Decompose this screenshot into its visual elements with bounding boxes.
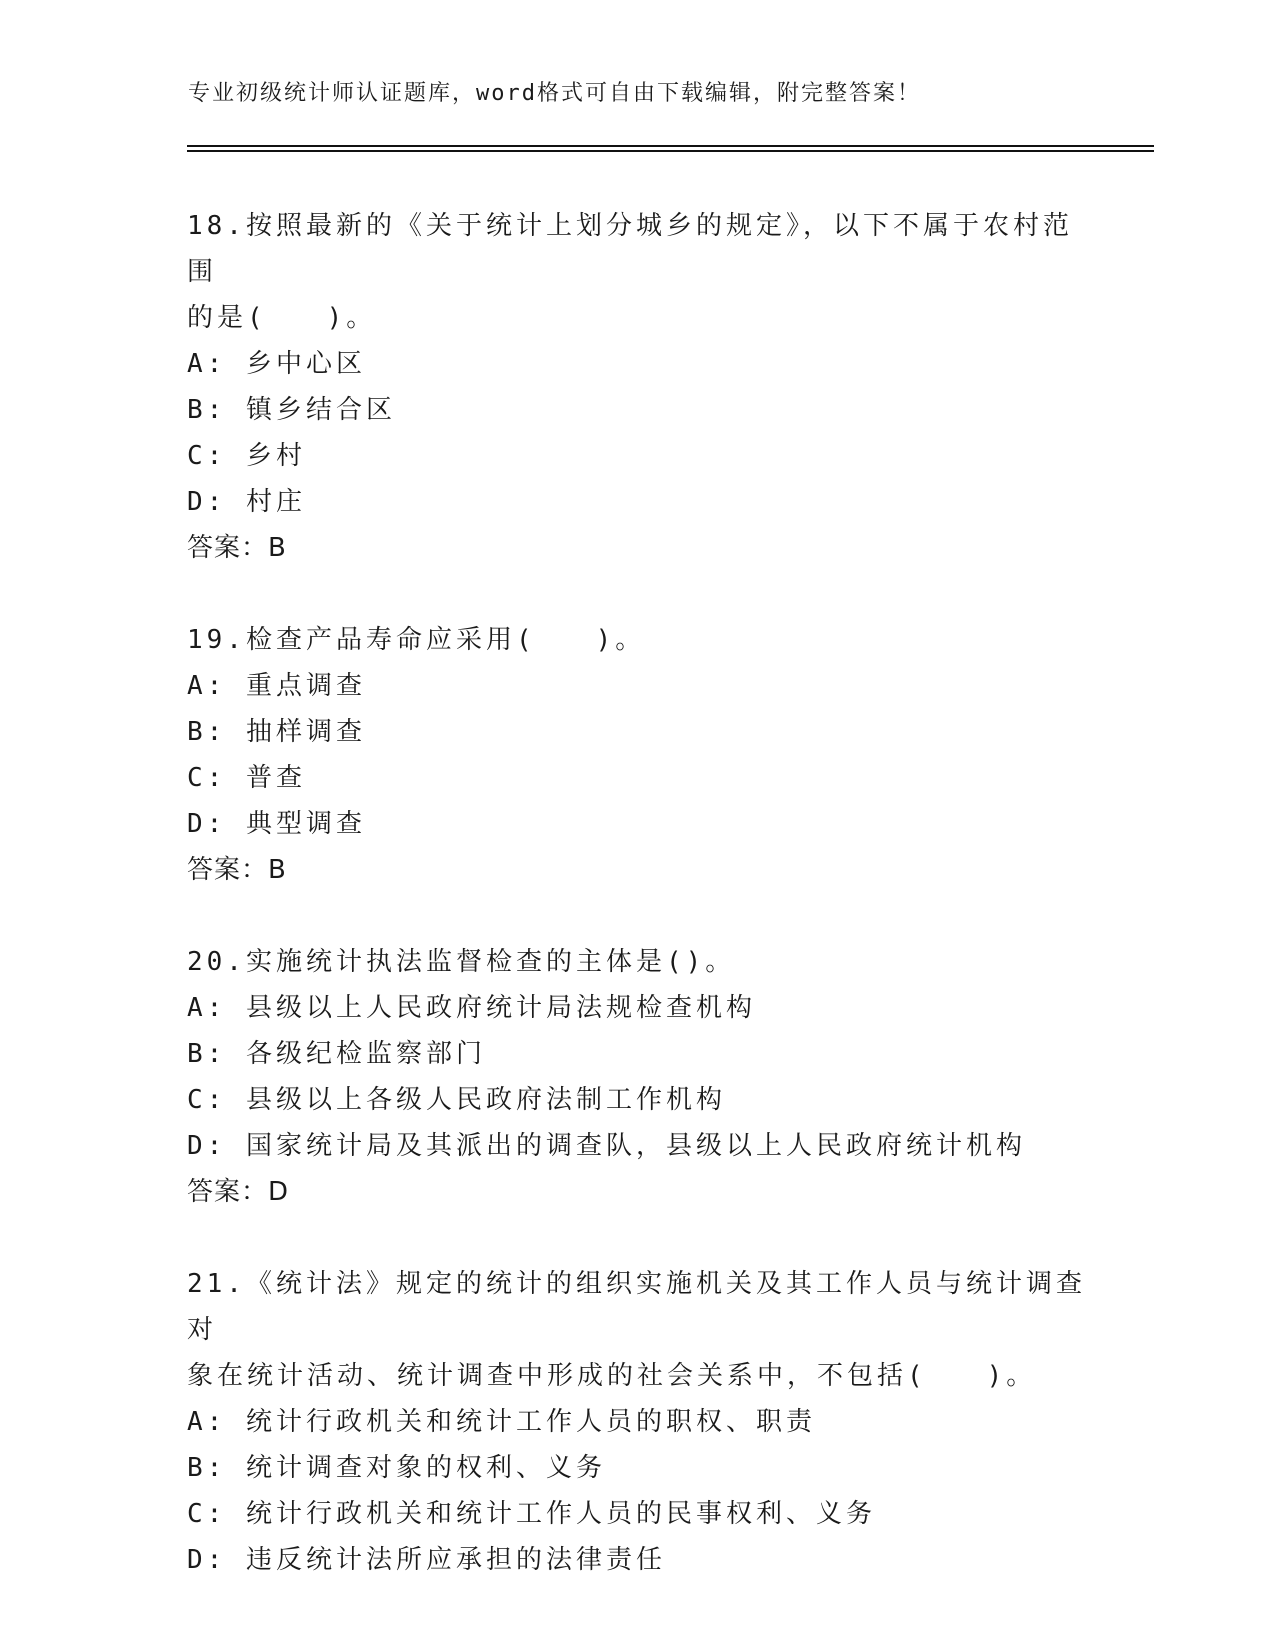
option-c: C: 统计行政机关和统计工作人员的民事权利、义务 <box>187 1499 876 1529</box>
header-rule-top <box>187 145 1154 147</box>
answer-line: 答案：B <box>187 533 287 563</box>
question-21 <box>187 1261 1087 1583</box>
question-18 <box>187 203 1087 571</box>
option-c: C: 普查 <box>187 763 306 793</box>
option-a: A: 重点调查 <box>187 671 366 701</box>
question-spacer <box>187 571 1087 617</box>
option-d: D: 违反统计法所应承担的法律责任 <box>187 1545 666 1575</box>
option-a: A: 乡中心区 <box>187 349 366 379</box>
question-stem-line: 21.《统计法》规定的统计的组织实施机关及其工作人员与统计调查对 <box>187 1269 1086 1345</box>
option-d: D: 典型调查 <box>187 809 366 839</box>
option-b: B: 镇乡结合区 <box>187 395 396 425</box>
question-19 <box>187 617 1087 893</box>
option-b: B: 统计调查对象的权利、义务 <box>187 1453 606 1483</box>
option-d: D: 国家统计局及其派出的调查队，县级以上人民政府统计机构 <box>187 1131 1026 1161</box>
answer-line: 答案：B <box>187 855 287 885</box>
option-c: C: 乡村 <box>187 441 306 471</box>
option-b: B: 各级纪检监察部门 <box>187 1039 486 1069</box>
question-stem-line: 19.检查产品寿命应采用( )。 <box>187 625 646 655</box>
option-c: C: 县级以上各级人民政府法制工作机构 <box>187 1085 726 1115</box>
question-stem-line: 象在统计活动、统计调查中形成的社会关系中，不包括( )。 <box>187 1361 1037 1391</box>
question-stem-line: 的是( )。 <box>187 303 377 333</box>
question-spacer <box>187 893 1087 939</box>
page-header: 专业初级统计师认证题库，word格式可自由下载编辑，附完整答案！ <box>188 81 921 106</box>
answer-line: 答案：D <box>187 1177 290 1207</box>
question-stem-line: 20.实施统计执法监督检查的主体是()。 <box>187 947 736 977</box>
question-20 <box>187 939 1087 1215</box>
option-b: B: 抽样调查 <box>187 717 366 747</box>
question-list <box>187 203 1087 1583</box>
option-d: D: 村庄 <box>187 487 306 517</box>
header-rule-bottom <box>187 150 1154 152</box>
question-stem-line: 18.按照最新的《关于统计上划分城乡的规定》，以下不属于农村范围 <box>187 211 1073 287</box>
option-a: A: 统计行政机关和统计工作人员的职权、职责 <box>187 1407 816 1437</box>
question-spacer <box>187 1215 1087 1261</box>
option-a: A: 县级以上人民政府统计局法规检查机构 <box>187 993 756 1023</box>
